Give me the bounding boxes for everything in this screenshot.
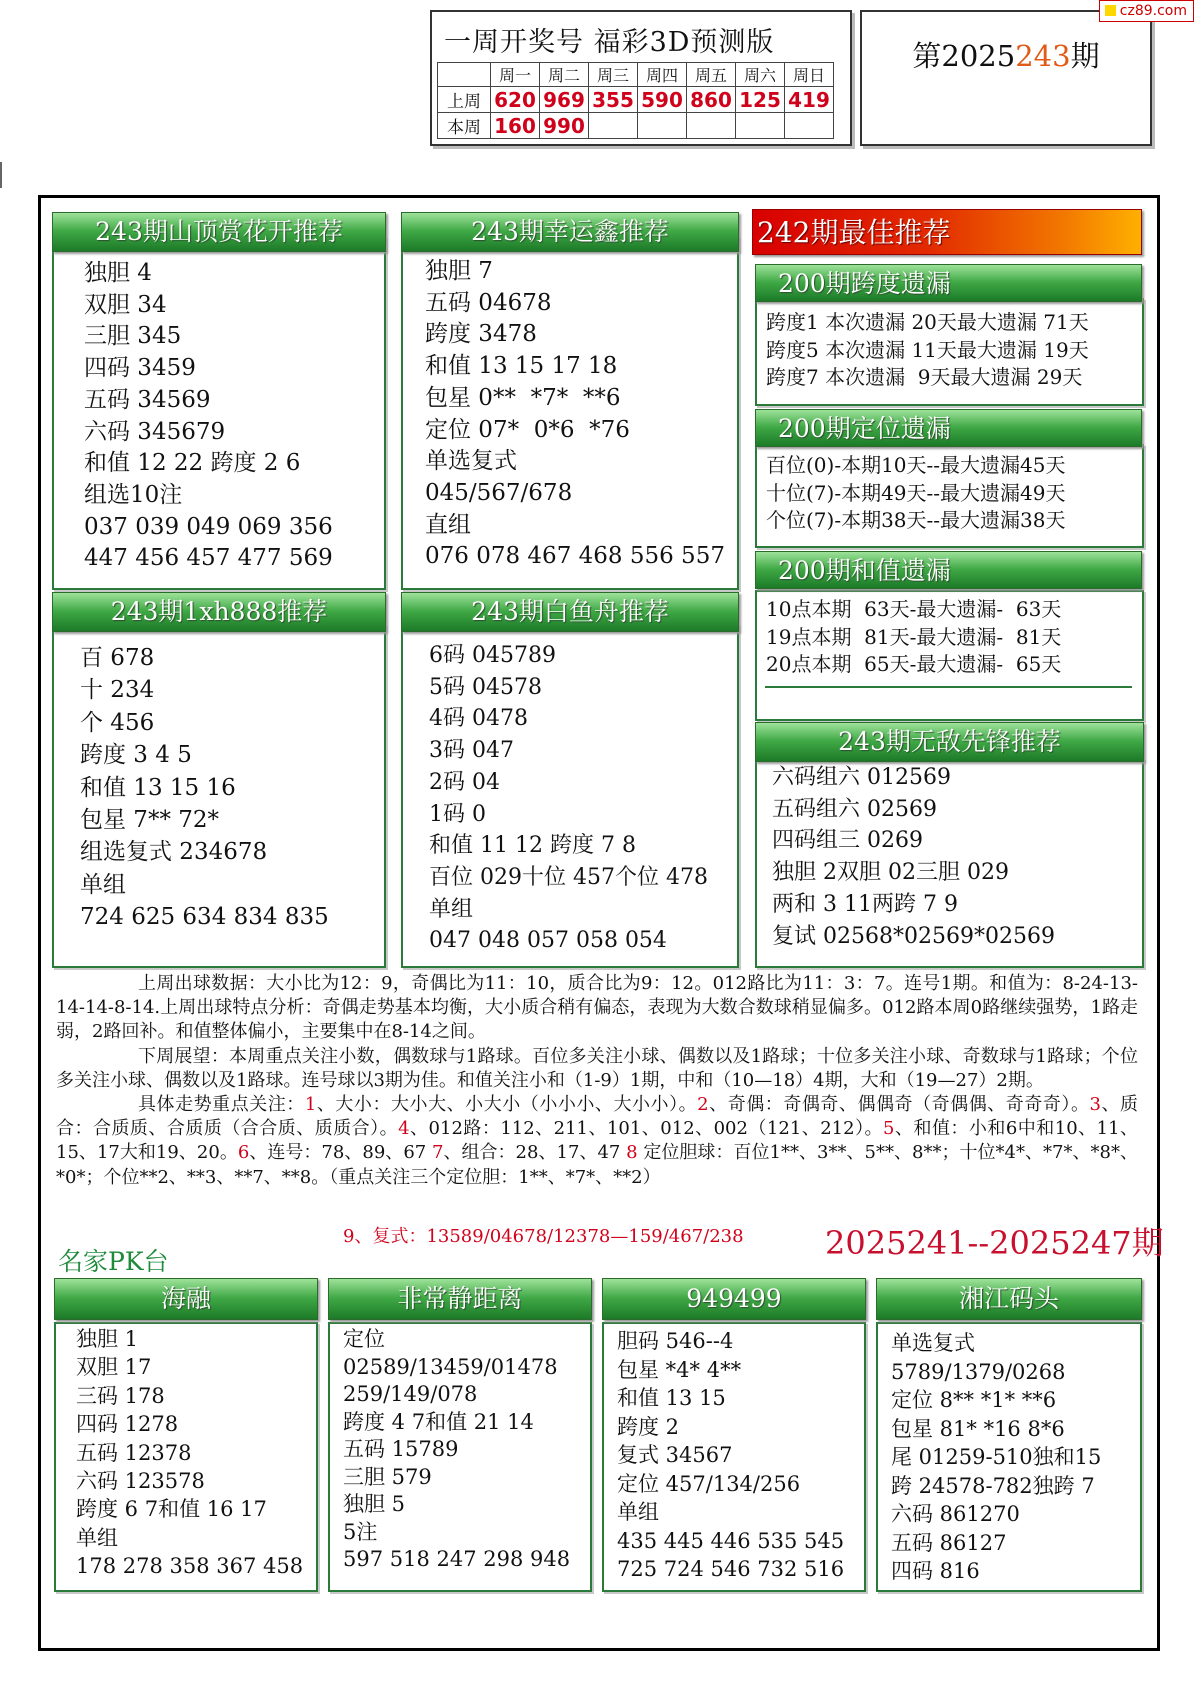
panel-line: 定位 07* 0*6 *76 <box>425 416 630 443</box>
panel-line: 四码 3459 <box>84 355 196 382</box>
analysis-text <box>56 972 1138 1190</box>
issue-highlight: 243 <box>1015 39 1071 73</box>
panel-line: 和值 12 22 跨度 2 6 <box>84 450 301 477</box>
panel-line: 5注 <box>343 1519 378 1544</box>
draw-number: 160 <box>491 113 540 139</box>
panel-line: 包星 81* *16 8*6 <box>891 1416 1065 1441</box>
trend-item: 、连号：78、89、67 <box>249 1142 432 1164</box>
panel-line: 3码 047 <box>429 738 514 764</box>
panel-line: 076 078 467 468 556 557 <box>425 543 725 570</box>
panel-title-hezhi: 200期和值遗漏 <box>755 551 1142 589</box>
panel-line: 5码 04578 <box>429 674 542 700</box>
panel-line: 跨度7 本次遗漏 9天最大遗漏 29天 <box>766 365 1083 389</box>
panel-line: 复式 34567 <box>617 1443 733 1467</box>
panel-line: 五码 34569 <box>84 386 211 413</box>
panel-line: 六码 861270 <box>891 1502 1020 1526</box>
panel-line: 十位(7)-本期49天--最大遗漏49天 <box>766 480 1066 505</box>
trend-item: 、组合：28、17、47 <box>443 1142 627 1164</box>
panel-line: 百位 029十位 457个位 478 <box>429 864 708 890</box>
panel-line: 三码 178 <box>76 1383 165 1408</box>
panel-line: 独胆 7 <box>425 258 493 284</box>
draw-number <box>736 113 785 139</box>
draw-number: 990 <box>540 113 589 139</box>
panel-line: 五码 12378 <box>76 1440 192 1465</box>
panel-line: 四码组三 0269 <box>772 828 923 854</box>
day-header: 周二 <box>540 63 589 87</box>
last-week-row <box>438 87 834 113</box>
panel-line: 02589/13459/01478 <box>343 1354 558 1379</box>
panel-line: 259/149/078 <box>343 1382 478 1406</box>
panel-line: 和值 13 15 16 <box>80 774 236 801</box>
draw-table-header-row <box>438 63 834 87</box>
panel-line: 双胆 34 <box>84 291 167 318</box>
panel-line: 双胆 17 <box>76 1355 152 1380</box>
trend-num: 3 <box>1089 1094 1101 1116</box>
panel-line: 跨 24578-782独跨 7 <box>891 1473 1095 1498</box>
trend-item: 、012路：112、211、101、012、002（121、212）。 <box>409 1118 884 1140</box>
famous-pk-label: 名家PK台 <box>58 1247 169 1276</box>
last-week-label: 上周 <box>438 87 491 113</box>
panel-line: 定位 457/134/256 <box>617 1471 801 1496</box>
panel-line: 个 456 <box>80 709 155 736</box>
panel-title-949499: 949499 <box>602 1278 866 1320</box>
panel-line: 1码 0 <box>429 801 486 827</box>
panel-line: 单选复式 <box>891 1331 975 1355</box>
site-watermark[interactable] <box>1099 0 1194 22</box>
analysis-trend-focus <box>56 1093 1138 1190</box>
panel-line: 597 518 247 298 948 <box>343 1547 571 1571</box>
panel-line: 胆码 546--4 <box>617 1329 734 1353</box>
panel-line: 单组 <box>80 871 126 898</box>
panel-line: 独胆 4 <box>84 260 152 286</box>
panel-line: 百位(0)-本期10天--最大遗漏45天 <box>766 453 1066 477</box>
panel-line: 独胆 2双胆 02三胆 029 <box>772 860 1009 886</box>
panel-title-xh888: 243期1xh888推荐 <box>52 592 386 632</box>
weekly-draw-table <box>437 62 834 139</box>
trend-num: 8 <box>626 1142 638 1164</box>
panel-line: 19点本期 81天-最大遗漏- 81天 <box>766 624 1062 649</box>
trend-item: 、质合：合质质、合质质（合合质、质质合）。 <box>56 1094 1139 1140</box>
panel-line: 六码 345679 <box>84 418 226 445</box>
panel-line: 三胆 345 <box>84 323 182 350</box>
panel-line: 单组 <box>429 896 474 922</box>
panel-line: 和值 13 15 <box>617 1386 726 1410</box>
panel-line: 包星 0** *7* **6 <box>425 384 621 411</box>
panel-title-kuadu: 200期跨度遗漏 <box>755 264 1142 302</box>
panel-body-949499 <box>617 1327 844 1584</box>
panel-line: 047 048 057 058 054 <box>429 928 667 954</box>
day-header: 周四 <box>638 63 687 87</box>
panel-title-xingyun: 243期幸运鑫推荐 <box>401 212 739 252</box>
hezhi-divider <box>765 686 1132 688</box>
analysis-last-week: 上周出球数据：大小比为12：9，奇偶比为11：10，质合比为9：12。012路比为11：3：7。连号1期。和值为：8-24-13-14-14-8-14.上周出球特点分析：奇偶走势基本均衡，大小质合稍有偏态，表现为大数合数球稍显偏多。012路本周0路继续强势，1路走弱，2路回补。和值整体偏小，主要集中在8-14之间。 <box>56 973 1138 1043</box>
issue-prefix: 第2025 <box>912 39 1016 73</box>
panel-body-shanding <box>84 258 333 575</box>
trend-num: 4 <box>398 1118 410 1140</box>
panel-body-kuadu <box>766 309 1089 392</box>
panel-line: 2码 04 <box>429 769 500 795</box>
panel-line: 和值 13 15 17 18 <box>425 353 618 380</box>
panel-body-baiyu <box>429 640 708 957</box>
trend-item: 、大小：大小大、小大小（小小小、大小小）。 <box>316 1094 698 1116</box>
trend-num: 1 <box>304 1094 317 1116</box>
panel-body-dingwei <box>766 452 1066 535</box>
period-range: 2025241--2025247期 <box>825 1224 1164 1262</box>
panel-line: 6码 045789 <box>429 643 556 668</box>
panel-line: 五码 86127 <box>891 1530 1007 1555</box>
panel-line: 跨度 3 4 5 <box>80 742 192 769</box>
panel-title-dingwei: 200期定位遗漏 <box>755 409 1142 447</box>
draw-number <box>785 113 834 139</box>
panel-line: 组选10注 <box>84 481 183 508</box>
panel-line: 三胆 579 <box>343 1464 432 1489</box>
panel-line: 包星 *4* 4** <box>617 1357 742 1382</box>
panel-line: 定位 8** *1* **6 <box>891 1388 1057 1412</box>
weekly-draw-box <box>430 10 852 146</box>
panel-line: 五码 04678 <box>425 289 552 316</box>
panel-line: 四码 1278 <box>76 1412 179 1437</box>
panel-body-feichang <box>343 1326 570 1574</box>
trend-num: 5 <box>883 1118 895 1140</box>
panel-body-haitong <box>76 1325 303 1581</box>
left-edge-mark <box>0 162 2 188</box>
panel-line: 跨度 3478 <box>425 321 537 348</box>
panel-line: 和值 11 12 跨度 7 8 <box>429 833 636 859</box>
draw-number: 125 <box>736 87 785 113</box>
panel-line: 跨度5 本次遗漏 11天最大遗漏 19天 <box>766 337 1089 362</box>
panel-body-hezhi <box>766 596 1061 679</box>
panel-line: 组选复式 234678 <box>80 839 268 866</box>
panel-line: 跨度1 本次遗漏 20天最大遗漏 71天 <box>766 310 1089 334</box>
draw-number <box>687 113 736 139</box>
panel-line: 直组 <box>425 511 471 538</box>
panel-line: 独胆 5 <box>343 1492 406 1516</box>
panel-line: 独胆 1 <box>76 1327 139 1351</box>
day-header: 周三 <box>589 63 638 87</box>
panel-line: 跨度 6 7和值 16 17 <box>76 1497 267 1522</box>
panel-title-wudi: 243期无敌先锋推荐 <box>755 722 1144 762</box>
panel-title-feichang: 非常静距离 <box>328 1278 592 1320</box>
panel-line: 725 724 546 732 516 <box>617 1557 845 1581</box>
trend-item: 定位胆球：百位1**、3**、5**、8**；十位*4*、*7*、*8*、*0*；个位**2、**3、**7、**8。（重点关注三个定位胆：1**、*7*、**2） <box>56 1142 1139 1188</box>
panel-line: 037 039 049 069 356 <box>84 513 333 540</box>
best-recommend-title: 242期最佳推荐 <box>752 209 1142 255</box>
draw-number: 419 <box>785 87 834 113</box>
draw-number: 620 <box>491 87 540 113</box>
panel-line: 跨度 4 7和值 21 14 <box>343 1409 534 1434</box>
this-week-label: 本周 <box>438 113 491 139</box>
panel-line: 10点本期 63天-最大遗漏- 63天 <box>766 597 1062 621</box>
panel-line: 六码 123578 <box>76 1469 205 1494</box>
panel-line: 单选复式 <box>425 448 517 475</box>
panel-line: 435 445 446 535 545 <box>617 1528 845 1553</box>
panel-line: 20点本期 65天-最大遗漏- 65天 <box>766 652 1062 676</box>
panel-line: 4码 0478 <box>429 706 528 732</box>
panel-line: 四码 816 <box>891 1559 980 1583</box>
trend-num: 2 <box>697 1094 709 1116</box>
panel-line: 724 625 634 834 835 <box>80 904 329 931</box>
trend-lead: 具体走势重点关注： <box>138 1094 305 1116</box>
draw-number <box>638 113 687 139</box>
panel-line: 045/567/678 <box>425 479 573 506</box>
analysis-next-week: 下周展望：本周重点关注小数，偶数球与1路球。百位多关注小球、偶数以及1路球；十位多关注小球、奇数球与1路球；个位多关注小球、偶数以及1路球。连号球以3期为佳。和值关注小和（1-9）1期，中和（10—18）4期，大和（19—27）2期。 <box>56 1045 1138 1091</box>
panel-line: 百 678 <box>80 645 155 671</box>
panel-line: 跨度 2 <box>617 1414 680 1439</box>
table-corner <box>438 63 491 87</box>
day-header: 周六 <box>736 63 785 87</box>
issue-suffix: 期 <box>1070 39 1100 73</box>
panel-title-shanding: 243期山顶赏花开推荐 <box>52 212 386 252</box>
panel-line: 五码组六 02569 <box>772 796 937 822</box>
day-header: 周一 <box>491 63 540 87</box>
panel-title-xiangjiang: 湘江码头 <box>876 1278 1142 1320</box>
panel-line: 定位 <box>343 1327 385 1351</box>
day-header: 周五 <box>687 63 736 87</box>
this-week-row <box>438 113 834 139</box>
panel-line: 个位(7)-本期38天--最大遗漏38天 <box>766 508 1066 532</box>
panel-line: 十 234 <box>80 677 155 704</box>
weekly-draw-title: 一周开奖号 福彩3D预测版 <box>444 27 775 58</box>
draw-number: 590 <box>638 87 687 113</box>
panel-line: 5789/1379/0268 <box>891 1359 1066 1384</box>
issue-number <box>862 34 1150 75</box>
draw-number: 860 <box>687 87 736 113</box>
panel-line: 六码组六 012569 <box>772 765 951 790</box>
panel-line: 复试 02568*02569*02569 <box>772 923 1055 949</box>
site-logo-icon <box>1105 5 1116 16</box>
panel-line: 两和 3 11两跨 7 9 <box>772 891 958 917</box>
draw-number: 969 <box>540 87 589 113</box>
trend-num: 7 <box>431 1142 444 1164</box>
site-url: cz89.com <box>1119 3 1187 19</box>
panel-line: 单组 <box>617 1500 659 1524</box>
panel-body-xh888 <box>80 642 329 934</box>
panel-line: 尾 01259-510独和15 <box>891 1445 1102 1469</box>
panel-line: 447 456 457 477 569 <box>84 545 333 572</box>
trend-item: 、和值：小和6中和10、11、15、17大和19、20。 <box>56 1118 1139 1164</box>
analysis-compound-tip: 9、复式：13589/04678/12378—159/467/238 <box>343 1226 744 1247</box>
panel-body-xingyun <box>425 256 725 573</box>
panel-title-baiyu: 243期白鱼舟推荐 <box>401 592 739 632</box>
panel-body-wudi <box>772 762 1055 952</box>
panel-line: 单组 <box>76 1525 118 1550</box>
panel-line: 178 278 358 367 458 <box>76 1554 304 1579</box>
issue-box <box>860 10 1152 146</box>
panel-line: 五码 15789 <box>343 1437 459 1461</box>
panel-line: 包星 7** 72* <box>80 807 220 834</box>
draw-number: 355 <box>589 87 638 113</box>
trend-num: 6 <box>237 1142 250 1164</box>
day-header: 周日 <box>785 63 834 87</box>
panel-title-haitong: 海融 <box>54 1278 318 1320</box>
draw-number <box>589 113 638 139</box>
trend-item: 、奇偶：奇偶奇、偶偶奇（奇偶偶、奇奇奇）。 <box>708 1094 1090 1116</box>
panel-body-xiangjiang <box>891 1329 1101 1586</box>
